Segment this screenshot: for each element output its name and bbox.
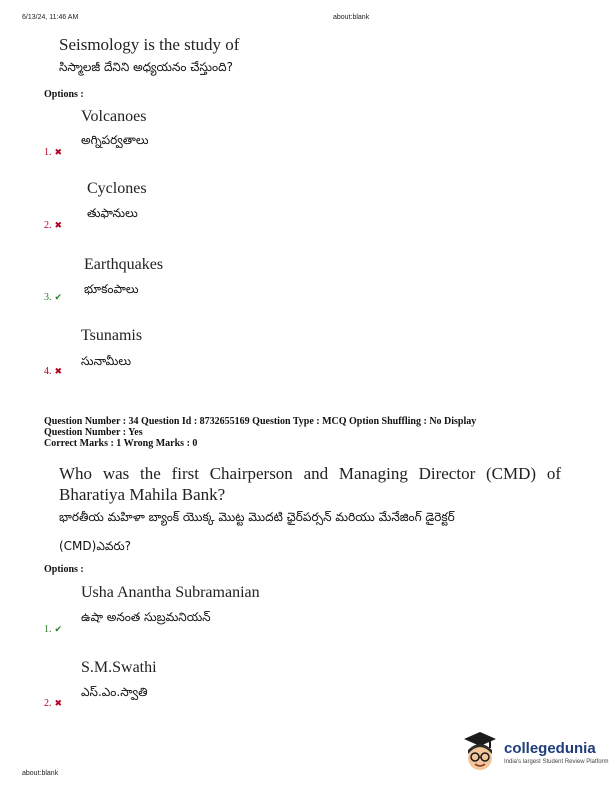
print-timestamp: 6/13/24, 11:46 AM [22, 14, 79, 21]
option-text-en: Usha Anantha Subramanian [81, 584, 260, 601]
question-meta: Question Number : 34 Question Id : 8732655169 Question Type : MCQ Option Shuffling : No Display Question Number : Yes Correct Marks : 1 Wrong Marks : 0 [44, 416, 477, 449]
question-text-en: Who was the first Chairperson and Managing Director (CMD) of [59, 464, 561, 483]
option-text-te: అగ్నిపర్వతాలు [81, 133, 149, 147]
option-text-en: Earthquakes [84, 256, 164, 273]
option-text-te: సునామీలు [81, 354, 132, 368]
graduate-mascot-icon [460, 730, 500, 774]
wrong-mark-icon: ✖ [54, 147, 63, 157]
wrong-mark-icon: ✖ [54, 366, 63, 376]
correct-check-icon: ✔ [54, 624, 63, 634]
question-text-en: Seismology is the study of [59, 35, 240, 54]
logo-wordmark: collegedunia [504, 740, 596, 757]
option-number: 1. ✖ [44, 147, 63, 158]
option-number: 4. ✖ [44, 366, 63, 377]
option-text-en: S.M.Swathi [81, 659, 157, 676]
option-number: 1. ✔ [44, 624, 63, 635]
question-text-te: సిస్మాలజీ దేనిని అధ్యయనం చేస్తుంది? [59, 60, 233, 74]
option-text-te: ఎస్.ఎం.స్వాతి [81, 685, 148, 699]
question-text-te: భారతీయ మహిళా బ్యాంక్ యొక్క మొట్ట మొదటి ఛైర్‌పర్సన్ మరియు మేనేజింగ్ డైరెక్టర్ [59, 510, 455, 524]
option-text-te: ఉషా అనంత సుబ్రమనియన్ [81, 610, 211, 624]
option-text-en: Volcanoes [81, 108, 147, 125]
option-text-en: Tsunamis [81, 327, 143, 344]
option-number: 2. ✖ [44, 698, 63, 709]
option-text-en: Cyclones [87, 180, 147, 197]
option-number: 2. ✖ [44, 220, 63, 231]
option-number: 3. ✔ [44, 292, 63, 303]
wrong-mark-icon: ✖ [54, 698, 63, 708]
logo-tagline: India's largest Student Review Platform [504, 759, 609, 765]
question-text-en-cont: Bharatiya Mahila Bank? [59, 485, 226, 504]
option-text-te: భూకంపాలు [84, 282, 139, 296]
print-footer-url: about:blank [22, 770, 59, 777]
collegedunia-logo [460, 730, 609, 774]
print-url: about:blank [333, 14, 370, 21]
options-label: Options : [44, 564, 84, 575]
options-label: Options : [44, 89, 84, 100]
wrong-mark-icon: ✖ [54, 220, 63, 230]
question-text-te-cont: (CMD)ఎవరు? [59, 539, 132, 553]
correct-check-icon: ✔ [54, 292, 63, 302]
option-text-te: తుఫానులు [87, 206, 138, 220]
